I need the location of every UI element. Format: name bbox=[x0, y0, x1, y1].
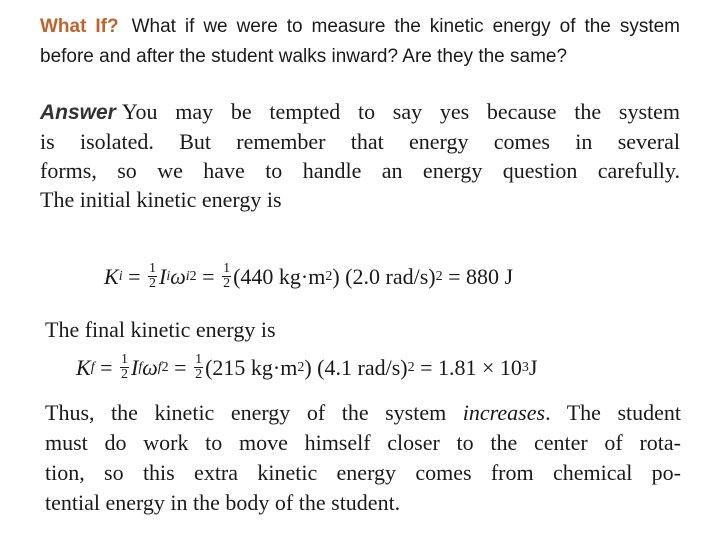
answer-tag: Answer bbox=[40, 101, 116, 124]
what-if-question bbox=[40, 12, 680, 72]
conclusion-line-2: must do work to move himself closer to the center of rota- bbox=[45, 430, 681, 455]
initial-kinetic-energy-equation: K i = $\frac{1}{2}$ I i ω i 2 = $\frac{1}{2}$ (440 kg·m 2 ) (2.0 rad/s) 2 = 880 J bbox=[104, 261, 514, 291]
answer-line-3: forms, so we have to handle an energy question carefully. bbox=[40, 158, 680, 183]
final-kinetic-energy-label: The final kinetic energy is bbox=[45, 317, 276, 342]
answer-line-4: The initial kinetic energy is bbox=[40, 187, 282, 212]
conclusion-line-3: tion, so this extra kinetic energy comes from chemical po- bbox=[45, 460, 681, 485]
fraction: $\frac{1}{2}$ bbox=[223, 261, 231, 291]
fraction: $\frac{1}{2}$ bbox=[121, 352, 128, 382]
conclusion-line-1: Thus, the kinetic energy of the system increases. The student bbox=[45, 400, 681, 425]
what-if-question-text: What if we were to measure the kinetic energy of the system before and after the student walks inward? Are they the same? bbox=[40, 16, 680, 67]
final-kinetic-energy-equation: K f = $\frac{1}{2}$ I f ω f 2 = $\frac{1}{2}$ (215 kg·m 2 ) (4.1 rad/s) 2 = 1.81 × 10 3 J bbox=[76, 352, 538, 382]
fraction: $\frac{1}{2}$ bbox=[149, 261, 156, 291]
conclusion-paragraph bbox=[45, 398, 681, 518]
answer-paragraph bbox=[40, 97, 680, 214]
emphasis-increases: increases bbox=[462, 400, 546, 425]
answer-line-1: Answer You may be tempted to say yes because the system bbox=[40, 99, 680, 124]
conclusion-line-4: tential energy in the body of the student. bbox=[45, 490, 401, 515]
what-if-tag: What If? bbox=[40, 16, 119, 37]
answer-line-2: is isolated. But remember that energy comes in several bbox=[40, 129, 680, 154]
fraction: $\frac{1}{2}$ bbox=[195, 352, 203, 382]
